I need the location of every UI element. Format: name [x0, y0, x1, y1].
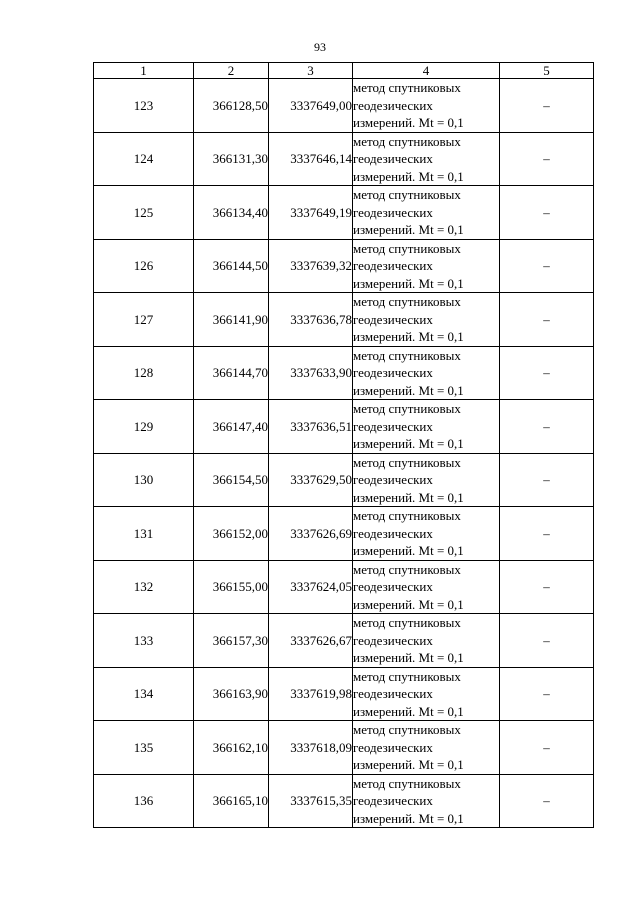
method-line: измерений. Mt = 0,1	[353, 275, 464, 291]
point-number-cell: 126	[94, 239, 194, 293]
table-row	[94, 186, 594, 240]
point-number-cell: 124	[94, 132, 194, 186]
point-number-cell: 127	[94, 293, 194, 347]
method-line: измерений. Mt = 0,1	[353, 810, 464, 826]
point-number-cell: 132	[94, 560, 194, 614]
table-row	[94, 400, 594, 454]
y-coordinate-cell: 3337619,98	[269, 667, 353, 721]
table-row	[94, 346, 594, 400]
point-number-cell: 133	[94, 614, 194, 668]
method-line: геодезических	[353, 311, 433, 327]
note-cell: –	[500, 560, 594, 614]
x-coordinate-cell: 366155,00	[194, 560, 269, 614]
note-cell: –	[500, 346, 594, 400]
point-number-cell: 123	[94, 79, 194, 133]
method-cell	[353, 132, 500, 186]
table-body	[94, 79, 594, 828]
x-coordinate-cell: 366165,10	[194, 774, 269, 828]
method-line: измерений. Mt = 0,1	[353, 543, 464, 558]
method-line: метод спутниковых	[353, 240, 461, 256]
point-number-cell: 131	[94, 507, 194, 561]
x-coordinate-cell: 366141,90	[194, 293, 269, 347]
x-coordinate-cell: 366154,50	[194, 453, 269, 507]
method-line: метод спутниковых	[353, 454, 461, 470]
method-cell	[353, 346, 500, 400]
method-line: измерений. Mt = 0,1	[353, 703, 464, 719]
note-cell: –	[500, 186, 594, 240]
method-line: геодезических	[353, 204, 433, 220]
point-number-cell: 136	[94, 774, 194, 828]
coordinates-table	[93, 62, 594, 828]
note-cell: –	[500, 721, 594, 775]
method-line: метод спутниковых	[353, 615, 461, 630]
method-line: геодезических	[353, 418, 433, 434]
y-coordinate-cell: 3337633,90	[269, 346, 353, 400]
note-cell: –	[500, 293, 594, 347]
method-line: геодезических	[353, 686, 433, 701]
table-row	[94, 453, 594, 507]
y-coordinate-cell: 3337649,19	[269, 186, 353, 240]
method-line: измерений. Mt = 0,1	[353, 115, 464, 130]
method-line: измерений. Mt = 0,1	[353, 222, 464, 237]
method-line: геодезических	[353, 258, 433, 273]
note-cell: –	[500, 614, 594, 668]
table-row	[94, 614, 594, 668]
y-coordinate-cell: 3337615,35	[269, 774, 353, 828]
method-line: метод спутниковых	[353, 294, 461, 309]
header-col-3: 3	[269, 63, 353, 79]
x-coordinate-cell: 366131,30	[194, 132, 269, 186]
method-line: метод спутниковых	[353, 80, 461, 95]
point-number-cell: 129	[94, 400, 194, 454]
y-coordinate-cell: 3337618,09	[269, 721, 353, 775]
method-line: метод спутниковых	[353, 722, 461, 737]
note-cell: –	[500, 400, 594, 454]
point-number-cell: 128	[94, 346, 194, 400]
x-coordinate-cell: 366128,50	[194, 79, 269, 133]
method-line: измерений. Mt = 0,1	[353, 168, 464, 184]
method-line: геодезических	[353, 793, 433, 808]
method-line: геодезических	[353, 579, 433, 594]
x-coordinate-cell: 366134,40	[194, 186, 269, 240]
point-number-cell: 125	[94, 186, 194, 240]
method-line: измерений. Mt = 0,1	[353, 329, 464, 344]
note-cell: –	[500, 774, 594, 828]
method-cell	[353, 186, 500, 240]
table-row	[94, 721, 594, 775]
header-col-2: 2	[194, 63, 269, 79]
table-row	[94, 79, 594, 133]
method-cell	[353, 239, 500, 293]
header-col-5: 5	[500, 63, 594, 79]
method-line: геодезических	[353, 97, 433, 113]
page-number: 93	[314, 40, 326, 54]
y-coordinate-cell: 3337636,78	[269, 293, 353, 347]
method-cell	[353, 293, 500, 347]
method-cell	[353, 721, 500, 775]
method-line: геодезических	[353, 632, 433, 648]
method-line: геодезических	[353, 525, 433, 541]
y-coordinate-cell: 3337636,51	[269, 400, 353, 454]
note-cell: –	[500, 239, 594, 293]
x-coordinate-cell: 366157,30	[194, 614, 269, 668]
method-cell	[353, 614, 500, 668]
y-coordinate-cell: 3337646,14	[269, 132, 353, 186]
method-line: измерений. Mt = 0,1	[353, 436, 464, 451]
method-line: метод спутниковых	[353, 775, 461, 791]
point-number-cell: 135	[94, 721, 194, 775]
header-col-1: 1	[94, 63, 194, 79]
method-line: метод спутниковых	[353, 401, 461, 416]
y-coordinate-cell: 3337624,05	[269, 560, 353, 614]
method-line: метод спутниковых	[353, 133, 461, 149]
method-line: измерений. Mt = 0,1	[353, 489, 464, 505]
method-line: метод спутниковых	[353, 508, 461, 523]
method-cell	[353, 774, 500, 828]
method-line: метод спутниковых	[353, 347, 461, 363]
method-line: геодезических	[353, 472, 433, 487]
x-coordinate-cell: 366152,00	[194, 507, 269, 561]
method-line: метод спутниковых	[353, 187, 461, 202]
method-cell	[353, 507, 500, 561]
method-line: измерений. Mt = 0,1	[353, 650, 464, 665]
method-cell	[353, 453, 500, 507]
method-line: геодезических	[353, 739, 433, 755]
table-row	[94, 132, 594, 186]
y-coordinate-cell: 3337639,32	[269, 239, 353, 293]
y-coordinate-cell: 3337626,69	[269, 507, 353, 561]
note-cell: –	[500, 507, 594, 561]
method-line: измерений. Mt = 0,1	[353, 757, 464, 772]
method-line: измерений. Mt = 0,1	[353, 596, 464, 612]
table-row	[94, 667, 594, 721]
note-cell: –	[500, 453, 594, 507]
x-coordinate-cell: 366163,90	[194, 667, 269, 721]
table-row	[94, 293, 594, 347]
method-cell	[353, 560, 500, 614]
y-coordinate-cell: 3337626,67	[269, 614, 353, 668]
x-coordinate-cell: 366147,40	[194, 400, 269, 454]
table-row	[94, 507, 594, 561]
table-row	[94, 239, 594, 293]
note-cell: –	[500, 79, 594, 133]
x-coordinate-cell: 366144,70	[194, 346, 269, 400]
y-coordinate-cell: 3337629,50	[269, 453, 353, 507]
method-line: метод спутниковых	[353, 561, 461, 577]
point-number-cell: 130	[94, 453, 194, 507]
table-row	[94, 774, 594, 828]
header-col-4: 4	[353, 63, 500, 79]
method-cell	[353, 400, 500, 454]
method-cell	[353, 667, 500, 721]
note-cell: –	[500, 132, 594, 186]
method-line: геодезических	[353, 365, 433, 380]
y-coordinate-cell: 3337649,00	[269, 79, 353, 133]
point-number-cell: 134	[94, 667, 194, 721]
table-row	[94, 560, 594, 614]
method-cell	[353, 79, 500, 133]
table-header-row	[94, 63, 594, 79]
method-line: геодезических	[353, 151, 433, 166]
x-coordinate-cell: 366144,50	[194, 239, 269, 293]
method-line: метод спутниковых	[353, 668, 461, 684]
x-coordinate-cell: 366162,10	[194, 721, 269, 775]
method-line: измерений. Mt = 0,1	[353, 382, 464, 398]
note-cell: –	[500, 667, 594, 721]
